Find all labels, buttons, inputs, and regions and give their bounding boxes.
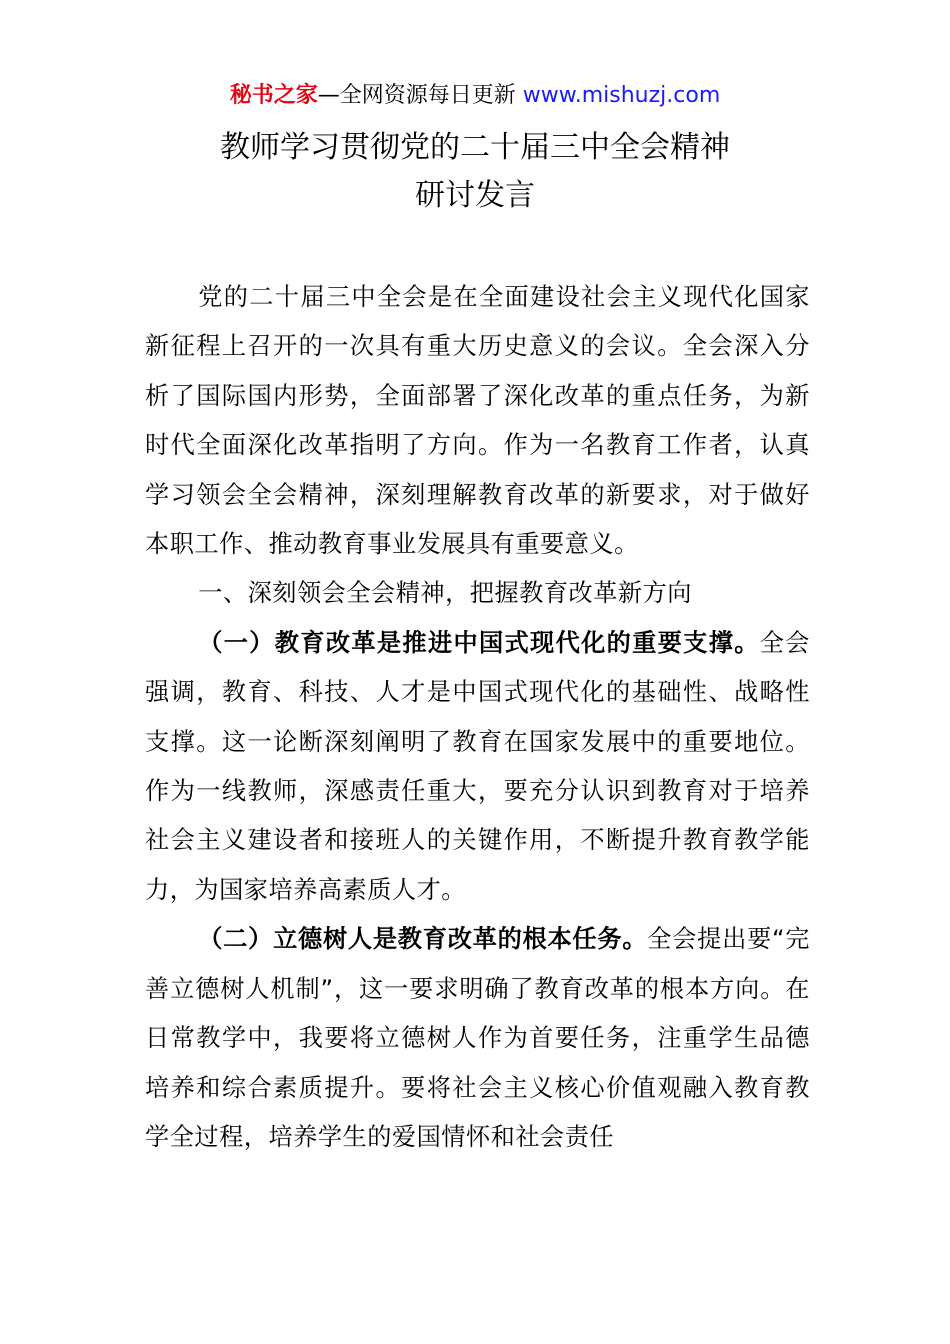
intro-paragraph: 党的二十届三中全会是在全面建设社会主义现代化国家新征程上召开的一次具有重大历史意义的会议。全会深入分析了国际国内形势，全面部署了深化改革的重点任务，为新时代全面深化改革指明了方向。作为一名教育工作者，认真学习领会全会精神，深刻理解教育改革的新要求，对于做好本职工作、推动教育事业发展具有重要意义。 [145, 283, 810, 559]
item-1-text: 全会强调，教育、科技、人才是中国式现代化的基础性、战略性支撑。这一论断深刻阐明了教育在国家发展中的重要地位。作为一线教师，深感责任重大，要充分认识到教育对于培养社会主义建设者和接班人的关键作用，不断提升教育教学能力，为国家培养高素质人才。 [145, 628, 810, 904]
site-header [0, 80, 950, 112]
item-2-lead: （二）立德树人是教育改革的根本任务。 [198, 925, 648, 954]
item-2-text: 全会提出要“完善立德树人机制”，这一要求明确了教育改革的根本方向。在日常教学中，我要将立德树人作为首要任务，注重学生品德培养和综合素质提升。要将社会主义核心价值观融入教育教学全过程，培养学生的爱国情怀和社会责任 [145, 925, 810, 1151]
document-body [145, 273, 810, 1162]
section-heading-1: 一、深刻领会全会精神，把握教育改革新方向 [198, 579, 692, 608]
paragraph-item-1 [145, 619, 810, 915]
document-title-line-1: 教师学习贯彻党的二十届三中全会精神 [220, 130, 730, 165]
paragraph-item-2 [145, 915, 810, 1162]
document-title-line-2: 研讨发言 [415, 178, 535, 213]
item-1-lead: （一）教育改革是推进中国式现代化的重要支撑。 [198, 628, 760, 657]
site-tagline: —全网资源每日更新 [317, 83, 523, 108]
site-url-link[interactable]: www.mishuzj.com [522, 83, 721, 108]
site-name: 秘书之家 [229, 83, 318, 108]
